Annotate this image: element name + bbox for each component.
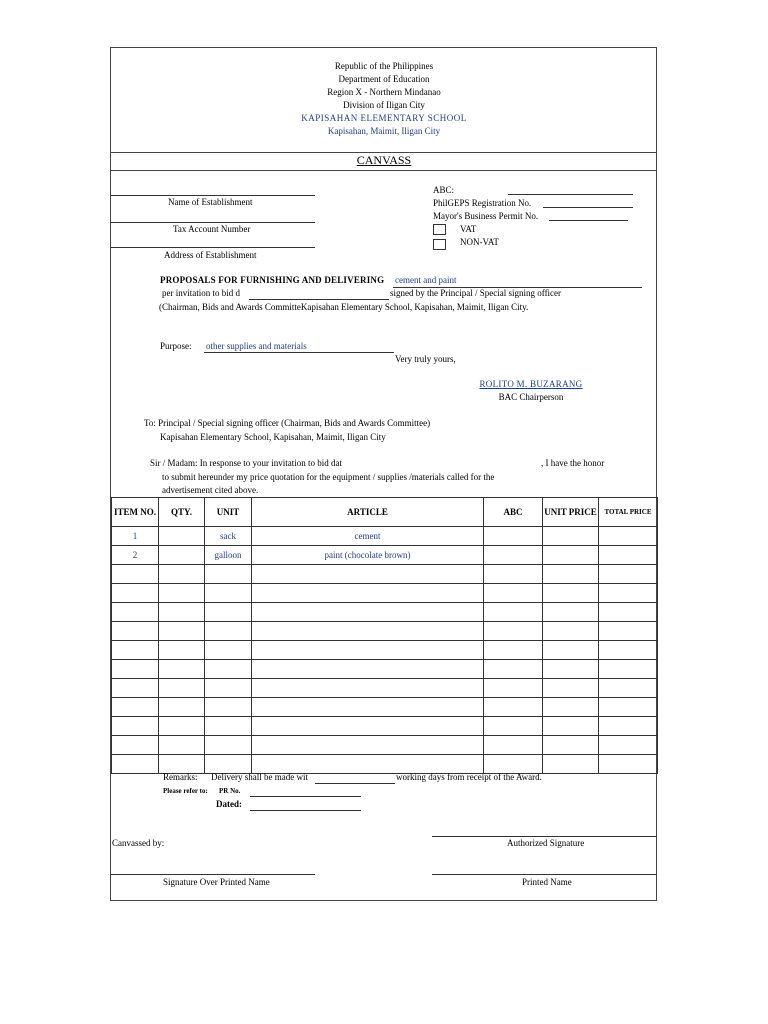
salutation-line2: to submit hereunder my price quotation for the equipment / supplies /materials called for the	[162, 472, 495, 482]
cell-unit-price[interactable]	[543, 603, 599, 622]
printed-name-label: Printed Name	[522, 877, 572, 887]
cell-article[interactable]	[252, 755, 484, 774]
cell-unit[interactable]	[205, 584, 252, 603]
cell-unit[interactable]: galloon	[205, 546, 252, 565]
cell-unit-price[interactable]	[543, 565, 599, 584]
signature-line[interactable]	[111, 874, 315, 875]
table-row	[112, 755, 658, 774]
signatory-name: ROLITO M. BUZARANG	[479, 379, 583, 389]
proposal-label: PROPOSALS FOR FURNISHING AND DELIVERING	[160, 275, 385, 285]
cell-abc[interactable]	[484, 584, 543, 603]
tax-line[interactable]	[111, 222, 315, 223]
cell-total[interactable]	[599, 584, 658, 603]
cell-unit-price[interactable]	[543, 679, 599, 698]
header-division: Division of Iligan City	[343, 100, 425, 110]
cell-article[interactable]	[252, 698, 484, 717]
header-address: Kapisahan, Maimit, Iligan City	[327, 126, 441, 136]
cell-total[interactable]	[599, 717, 658, 736]
table-header-row	[112, 498, 658, 527]
cell-abc[interactable]	[484, 565, 543, 584]
header-item: ITEM NO.	[112, 498, 159, 527]
cell-item[interactable]	[112, 660, 159, 679]
cell-article[interactable]	[252, 622, 484, 641]
remarks-text-b: working days from receipt of the Award.	[396, 772, 542, 782]
cell-total[interactable]	[599, 527, 658, 546]
authorized-signature-line[interactable]	[432, 836, 657, 837]
cell-unit-price[interactable]	[543, 527, 599, 546]
purpose-value: other supplies and materials	[206, 341, 307, 351]
table-row	[112, 717, 658, 736]
cell-qty[interactable]	[159, 527, 205, 546]
header-unit-price: UNIT PRICE	[543, 498, 599, 527]
to-line2: Kapisahan Elementary School, Kapisahan, Maimit, Iligan City	[160, 432, 386, 442]
table-body	[112, 527, 658, 774]
cell-qty[interactable]	[159, 565, 205, 584]
cell-item[interactable]	[112, 736, 159, 755]
proposal-line2b: signed by the Principal / Special signing officer	[390, 288, 562, 298]
cell-article[interactable]	[252, 641, 484, 660]
cell-unit[interactable]	[205, 679, 252, 698]
cell-unit[interactable]	[205, 622, 252, 641]
cell-unit-price[interactable]	[543, 755, 599, 774]
header-region: Region X - Northern Mindanao	[327, 87, 441, 97]
cell-qty[interactable]	[159, 717, 205, 736]
cell-article[interactable]	[252, 660, 484, 679]
cell-item[interactable]	[112, 755, 159, 774]
cell-total[interactable]	[599, 603, 658, 622]
permit-line[interactable]	[549, 220, 628, 221]
remarks-text-a: Delivery shall be made wit	[211, 772, 308, 782]
cell-article[interactable]	[252, 603, 484, 622]
cell-item[interactable]	[112, 641, 159, 660]
table-row	[112, 698, 658, 717]
cell-unit-price[interactable]	[543, 736, 599, 755]
table-row	[112, 546, 658, 565]
header-abc: ABC	[484, 498, 543, 527]
cell-abc[interactable]	[484, 679, 543, 698]
cell-qty[interactable]	[159, 736, 205, 755]
cell-unit[interactable]	[205, 565, 252, 584]
cell-item[interactable]	[112, 565, 159, 584]
header-country: Republic of the Philippines	[334, 61, 434, 71]
cell-qty[interactable]	[159, 641, 205, 660]
cell-item[interactable]	[112, 603, 159, 622]
dated-label: Dated:	[216, 799, 242, 809]
proposal-line2a: per invitation to bid d	[162, 288, 240, 298]
cell-unit-price[interactable]	[543, 717, 599, 736]
cell-qty[interactable]	[159, 698, 205, 717]
cell-article[interactable]	[252, 736, 484, 755]
cell-item[interactable]	[112, 584, 159, 603]
table-row	[112, 622, 658, 641]
bid-date-line[interactable]	[249, 299, 389, 300]
cell-unit-price[interactable]	[543, 641, 599, 660]
cell-abc[interactable]	[484, 603, 543, 622]
nonvat-label: NON-VAT	[460, 237, 499, 247]
philgeps-line[interactable]	[543, 207, 633, 208]
cell-article[interactable]: cement	[252, 527, 484, 546]
vat-checkbox[interactable]	[433, 224, 446, 235]
cell-unit[interactable]	[205, 641, 252, 660]
cell-article[interactable]	[252, 584, 484, 603]
cell-unit-price[interactable]	[543, 584, 599, 603]
cell-unit-price[interactable]	[543, 622, 599, 641]
dated-line[interactable]	[250, 810, 361, 811]
cell-unit[interactable]	[205, 717, 252, 736]
cell-abc[interactable]	[484, 736, 543, 755]
cell-abc[interactable]	[484, 698, 543, 717]
divider	[111, 170, 657, 171]
salutation-line3: advertisement cited above.	[162, 485, 259, 495]
cell-abc[interactable]	[484, 755, 543, 774]
cell-total[interactable]	[599, 755, 658, 774]
table-row	[112, 660, 658, 679]
cell-total[interactable]	[599, 698, 658, 717]
items-table	[111, 497, 658, 774]
proposal-line3: (Chairman, Bids and Awards CommitteKapisahan Elementary School, Kapisahan, Maimit, Iligan City.	[159, 302, 529, 312]
cell-unit[interactable]: sack	[205, 527, 252, 546]
cell-qty[interactable]	[159, 660, 205, 679]
header-total-price: TOTAL PRICE	[599, 498, 658, 527]
establishment-label: Name of Establishment	[168, 197, 253, 207]
cell-total[interactable]	[599, 679, 658, 698]
table-row	[112, 603, 658, 622]
address-label: Address of Establishment	[164, 250, 257, 260]
cell-total[interactable]	[599, 641, 658, 660]
table-row	[112, 641, 658, 660]
canvassed-by-label: Canvassed by:	[112, 838, 165, 848]
cell-total[interactable]	[599, 660, 658, 679]
cell-item[interactable]	[112, 679, 159, 698]
cell-item[interactable]	[112, 717, 159, 736]
purpose-label: Purpose:	[160, 341, 192, 351]
cell-article[interactable]: paint (chocolate brown)	[252, 546, 484, 565]
cell-unit-price[interactable]	[543, 660, 599, 679]
table-row	[112, 679, 658, 698]
signatory-role: BAC Chairperson	[498, 392, 564, 402]
cell-qty[interactable]	[159, 546, 205, 565]
cell-abc[interactable]	[484, 622, 543, 641]
form-title: CANVASS	[356, 153, 412, 167]
cell-article[interactable]	[252, 679, 484, 698]
cell-item[interactable]: 1	[112, 527, 159, 546]
cell-qty[interactable]	[159, 622, 205, 641]
header-department: Department of Education	[338, 74, 430, 84]
address-line[interactable]	[111, 247, 315, 248]
closing-text: Very truly yours,	[395, 354, 456, 364]
header-article: ARTICLE	[252, 498, 484, 527]
purpose-line	[204, 352, 394, 353]
printed-name-line[interactable]	[432, 874, 657, 875]
cell-unit[interactable]	[205, 698, 252, 717]
cell-abc[interactable]	[484, 641, 543, 660]
signature-name-label: Signature Over Printed Name	[163, 877, 270, 887]
cell-unit[interactable]	[205, 603, 252, 622]
cell-article[interactable]	[252, 717, 484, 736]
cell-unit[interactable]	[205, 660, 252, 679]
cell-total[interactable]	[599, 565, 658, 584]
cell-article[interactable]	[252, 565, 484, 584]
cell-total[interactable]	[599, 622, 658, 641]
canvass-form	[110, 47, 657, 901]
cell-total[interactable]	[599, 736, 658, 755]
cell-qty[interactable]	[159, 679, 205, 698]
table-row	[112, 584, 658, 603]
cell-total[interactable]	[599, 546, 658, 565]
cell-item[interactable]: 2	[112, 546, 159, 565]
table-row	[112, 565, 658, 584]
cell-abc[interactable]	[484, 717, 543, 736]
cell-unit[interactable]	[205, 736, 252, 755]
cell-qty[interactable]	[159, 755, 205, 774]
header-unit: UNIT	[205, 498, 252, 527]
cell-unit-price[interactable]	[543, 546, 599, 565]
abc-line[interactable]	[508, 194, 633, 195]
remarks-label: Remarks:	[163, 772, 198, 782]
pr-line[interactable]	[250, 796, 361, 797]
refer-label: Please refer to:	[163, 787, 208, 795]
cell-unit[interactable]	[205, 755, 252, 774]
cell-qty[interactable]	[159, 603, 205, 622]
salutation-line1: Sir / Madam: In response to your invitation to bid dat	[150, 458, 342, 468]
cell-abc[interactable]	[484, 660, 543, 679]
table-row	[112, 736, 658, 755]
cell-qty[interactable]	[159, 584, 205, 603]
proposal-value: cement and paint	[395, 275, 457, 285]
abc-label: ABC:	[433, 185, 455, 195]
cell-unit-price[interactable]	[543, 698, 599, 717]
salutation-line1-end: , I have the honor	[541, 458, 605, 468]
cell-abc[interactable]	[484, 527, 543, 546]
delivery-days-line[interactable]	[315, 783, 395, 784]
cell-item[interactable]	[112, 622, 159, 641]
tax-label: Tax Account Number	[173, 224, 251, 234]
establishment-line[interactable]	[111, 195, 315, 196]
pr-label: PR No.	[219, 787, 241, 795]
cell-abc[interactable]	[484, 546, 543, 565]
philgeps-label: PhilGEPS Registration No.	[433, 198, 532, 208]
header-qty: QTY.	[159, 498, 205, 527]
table-row	[112, 527, 658, 546]
to-line1: To: Principal / Special signing officer (Chairman, Bids and Awards Committee)	[144, 418, 431, 428]
cell-item[interactable]	[112, 698, 159, 717]
permit-label: Mayor's Business Permit No.	[433, 211, 539, 221]
header-school: KAPISAHAN ELEMENTARY SCHOOL	[301, 113, 467, 123]
vat-label: VAT	[460, 224, 477, 234]
authorized-signature-label: Authorized Signature	[507, 838, 585, 848]
nonvat-checkbox[interactable]	[433, 239, 446, 250]
